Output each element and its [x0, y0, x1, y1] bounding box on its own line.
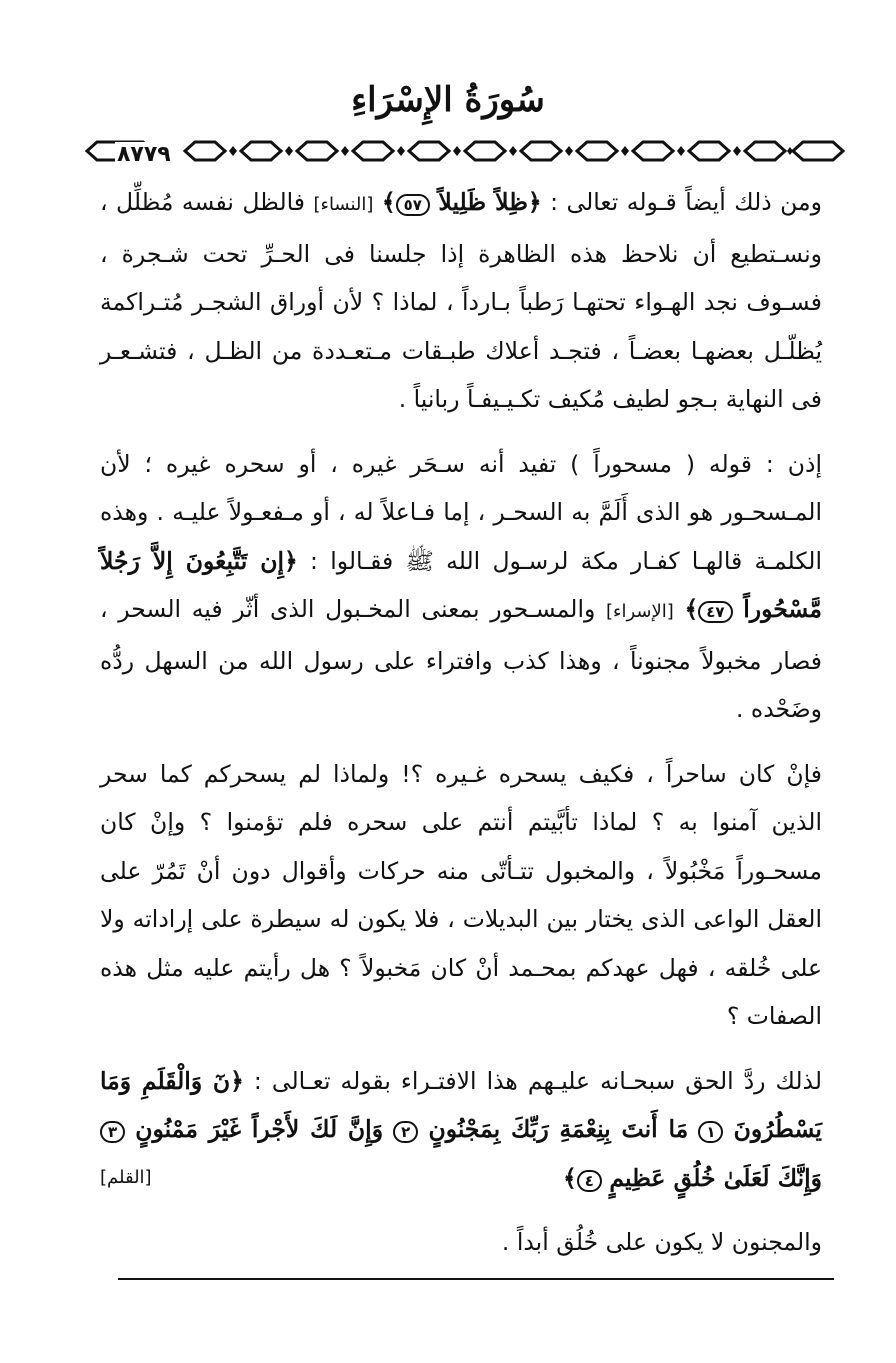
paragraph-3 — [100, 750, 822, 1041]
page-number: ٨٧٧٩ — [117, 142, 171, 167]
paragraph-2-body: والمسـحور بمعنى المخـبول الذى أثّر فيه السحر ، فصار مخبولاً مجنوناً ، وهذا كذب وافتراء على رسول الله من السهل ردُّه وضَحْده . — [100, 595, 822, 723]
paragraph-1 — [100, 178, 822, 424]
ornate-bracket-close: ﴾ — [381, 188, 396, 216]
ornate-bracket-open: ﴿ — [527, 188, 542, 216]
ayah-number: ٥٧ — [396, 194, 430, 216]
quran-verse: مَا أَنتَ بِنِعْمَةِ رَبِّكَ بِمَجْنُونٍ — [428, 1115, 689, 1143]
quran-quote: إِن تَتَّبِعُونَ إِلاَّ رَجُلاً مَّسْحُوراً — [100, 546, 822, 623]
surah-reference: [القلم] — [100, 1166, 152, 1188]
surah-reference: [النساء] — [313, 194, 374, 215]
paragraph-4 — [100, 1057, 822, 1203]
ayah-number: ٤ — [577, 1170, 602, 1192]
paragraph-2 — [100, 440, 822, 734]
ayah-number: ٢ — [393, 1121, 418, 1143]
paragraph-5-text: والمجنون لا يكون على خُلُق أبداً . — [501, 1228, 822, 1256]
ayah-number: ١ — [698, 1121, 723, 1143]
footer-divider — [118, 1278, 834, 1280]
quran-verse: وَإِنَّ لَكَ لأَجْراً غَيْرَ مَمْنُونٍ — [135, 1115, 384, 1143]
decorative-border — [85, 138, 845, 164]
quran-verse: وَإِنَّكَ لَعَلَىٰ خُلُقٍ عَظِيمٍ — [609, 1163, 822, 1192]
ayah-number: ٣ — [100, 1121, 125, 1143]
paragraph-2-intro: إذن : قوله ( مسحوراً ) تفيد أنه سـحَر غيره ، أو سحره غيره ؛ لأن المـسحـور هو الذى أَلَمَّ به السحـر ، إما فـاعلاً له ، أو مـفعـولاً عليـه . وهذه الكلمـة قالهـا كفـار مكة لرسـول الله ﷺ فقـالوا : — [100, 449, 822, 575]
paragraph-3-text: فإنْ كان ساحراً ، فكيف يسحره غـيره ؟! ولماذا لم يسحركم كما سحر الذين آمنوا به ؟ لماذا تأبَّيتم أنتم على سحره فلم تؤمنوا ؟ وإنْ كان مسحـوراً مَخْبُولاً ، والمخبول تتـأتّى منه حركات وأقوال دون أنْ تَمُرّ على العقل الواعى الذى يختار بين البديلات ، فلا يكون له سيطرة على إراداته ولا على خُلقه ، فهل عهدكم بمحـمد أنْ كان مَخبولاً ؟ هل رأيتم عليه مثل هذه الصفات ؟ — [100, 759, 822, 1030]
paragraph-1-body: فالظل نفسه مُظلِّل ، ونسـتطيع أن نلاحظ هذه الظاهرة إذا جلسنا فى الحـرِّ تحت شـجرة ، فسـوف نجد الهـواء تحتهـا رَطباً بـارداً ، لماذا ؟ لأن أوراق الشجـر مُتـراكمة يُظلّـل بعضهـا بعضـاً ، فتجـد أعلاك طبـقات مـتعـددة من الظـل ، فتشـعـر فى النهاية بـجو لطيف مُكيف تكـيـيفـاً ربانياً . — [100, 188, 822, 413]
quran-verse: نٓ وَالْقَلَمِ وَمَا يَسْطُرُونَ — [100, 1066, 822, 1143]
paragraph-4-intro: لذلك ردَّ الحق سبحـانه عليـهم هذا الافتـراء بقوله تعـالى : — [243, 1066, 822, 1095]
surah-reference: [الإسراء] — [606, 601, 674, 622]
ornate-bracket-close: ﴾ — [684, 595, 699, 623]
paragraph-1-intro: ومن ذلك أيضاً قـوله تعالى : — [541, 188, 822, 216]
paragraph-5 — [100, 1218, 822, 1267]
ayah-number: ٤٧ — [698, 601, 732, 623]
ornate-bracket-close: ﴾ — [563, 1163, 577, 1192]
ornate-bracket-open: ﴿ — [230, 1066, 244, 1095]
quran-quote: ظِلاً ظَلِيلاً — [438, 188, 528, 216]
surah-title: سُورَةُ الإِسْرَاءِ — [351, 80, 545, 120]
body-text — [100, 178, 822, 1267]
ornate-bracket-open: ﴿ — [284, 546, 298, 575]
